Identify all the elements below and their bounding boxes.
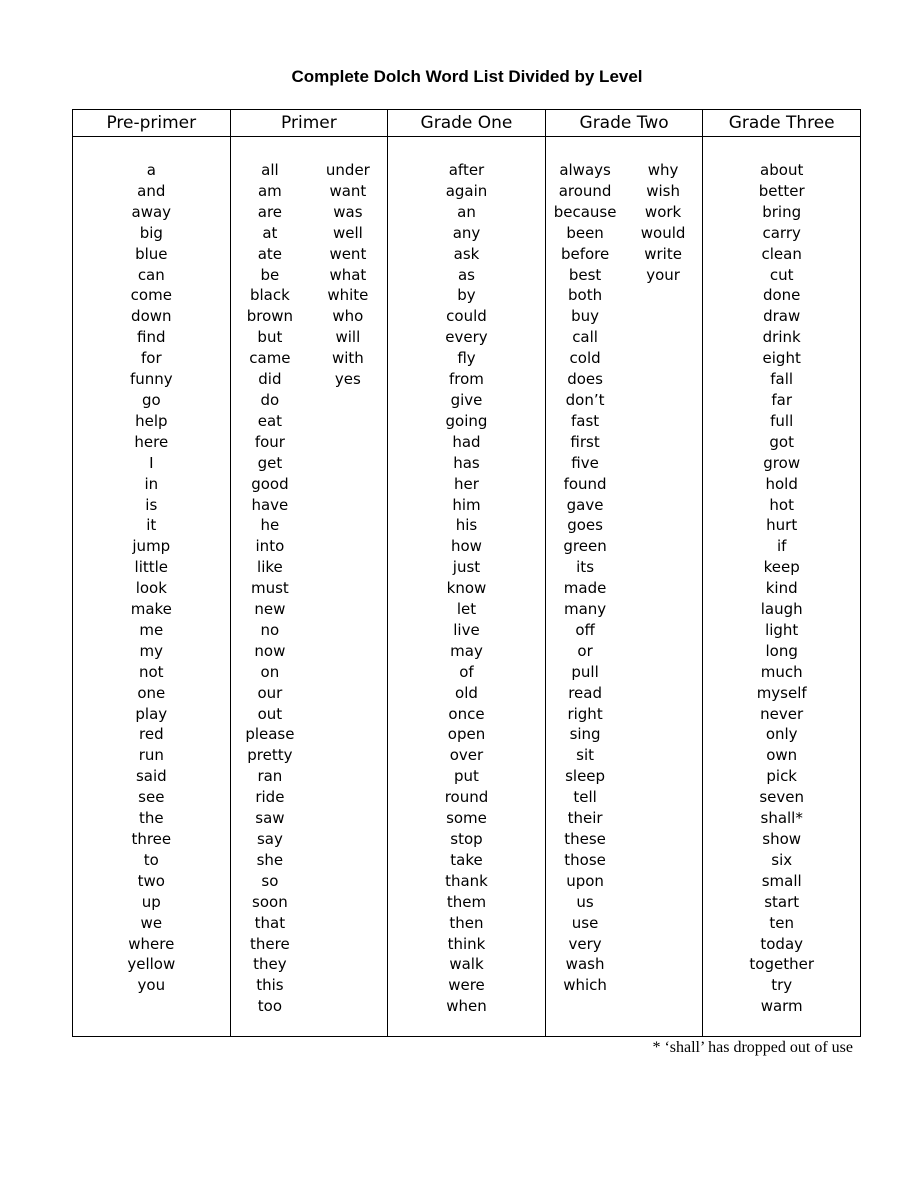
word-item: how (451, 537, 482, 556)
word-item: what (329, 265, 367, 284)
word-item: far (771, 390, 792, 409)
word-item: walk (449, 955, 484, 974)
word-item: five (571, 453, 599, 472)
word-item: our (257, 683, 283, 702)
word-item: know (446, 579, 487, 598)
word-item: any (452, 223, 481, 242)
word-item: those (564, 850, 606, 869)
header-grade-one: Grade One (388, 110, 546, 137)
word-item: ten (769, 913, 794, 932)
header-primer: Primer (230, 110, 388, 137)
word-item: they (253, 955, 287, 974)
word-item: goes (567, 516, 603, 535)
word-item: put (454, 767, 479, 786)
word-item: six (771, 850, 793, 869)
word-item: don’t (565, 390, 605, 409)
word-item: cut (769, 265, 794, 284)
word-row (73, 137, 861, 1037)
word-item: then (449, 913, 484, 932)
word-item: be (260, 265, 280, 284)
word-item: under (325, 161, 370, 179)
header-grade-two: Grade Two (545, 110, 703, 137)
word-item: tell (573, 788, 597, 807)
word-item: show (762, 830, 802, 848)
word-item: want (329, 181, 367, 200)
word-item: pick (766, 767, 797, 786)
word-item: got (769, 432, 794, 451)
word-item: around (558, 181, 612, 200)
word-item: fast (570, 411, 600, 430)
dolch-word-table (72, 109, 861, 1037)
word-item: or (577, 641, 593, 660)
word-item: green (563, 537, 607, 556)
word-item: say (256, 830, 283, 848)
word-item: both (568, 286, 603, 305)
word-item: which (563, 976, 607, 995)
word-item: myself (756, 683, 807, 702)
primer-list-left (231, 160, 309, 1017)
word-item: help (135, 411, 168, 430)
word-item: were (448, 976, 485, 995)
word-item: look (135, 579, 167, 598)
word-item: good (251, 474, 289, 493)
word-item: seven (759, 788, 805, 807)
word-item: my (139, 641, 164, 660)
word-item: better (758, 181, 805, 200)
word-item: from (449, 370, 484, 389)
word-item: their (567, 809, 603, 828)
header-row (73, 110, 861, 137)
word-item: come (130, 286, 172, 305)
word-item: I (149, 453, 154, 472)
pre-primer-cell (73, 137, 231, 1037)
word-item: been (566, 223, 604, 242)
word-item: live (453, 620, 480, 639)
word-item: many (563, 600, 607, 619)
word-item: brown (246, 307, 294, 326)
word-item: pull (571, 662, 599, 681)
word-item: get (257, 453, 283, 472)
word-item: soon (252, 892, 288, 911)
word-item: with (331, 349, 364, 368)
word-item: them (446, 892, 487, 911)
word-item: into (255, 537, 285, 556)
word-item: done (762, 286, 801, 305)
word-item: in (144, 474, 159, 493)
word-item: little (134, 558, 169, 577)
word-item: saw (255, 809, 285, 828)
word-item: eight (762, 349, 801, 368)
word-item: hold (765, 474, 798, 493)
word-item: fall (770, 370, 794, 389)
word-item: sing (569, 725, 601, 744)
word-item: shall* (760, 809, 803, 828)
word-item: away (131, 202, 172, 221)
word-item: came (249, 349, 291, 368)
word-item: before (560, 244, 610, 263)
grade-two-list-left (546, 160, 624, 996)
word-item: right (567, 704, 603, 723)
word-item: light (765, 620, 799, 639)
word-item: will (335, 328, 361, 347)
word-item: this (256, 976, 284, 995)
word-item: on (260, 662, 280, 681)
primer-cell (230, 137, 388, 1037)
word-item: ask (453, 244, 480, 263)
word-item: off (575, 620, 595, 639)
word-item: it (146, 516, 157, 535)
word-item: these (564, 830, 606, 848)
word-item: gave (566, 495, 604, 514)
word-item: made (563, 579, 607, 598)
word-item: like (257, 558, 283, 577)
word-item: hot (769, 495, 794, 514)
word-item: give (450, 390, 483, 409)
word-item: again (445, 181, 488, 200)
word-item: see (138, 788, 165, 807)
word-item: new (254, 600, 286, 619)
word-item: let (456, 600, 477, 619)
word-item: draw (763, 307, 801, 326)
page-title: Complete Dolch Word List Divided by Level (291, 67, 643, 86)
word-item: take (450, 850, 483, 869)
word-item: once (448, 704, 485, 723)
word-item: yes (334, 370, 361, 389)
word-item: much (760, 662, 803, 681)
word-item: call (572, 328, 598, 347)
word-item: eat (257, 411, 283, 430)
word-item: work (644, 202, 682, 221)
word-item: after (448, 161, 485, 179)
footnote: * ‘shall’ has dropped out of use (652, 1039, 853, 1056)
grade-one-cell (388, 137, 546, 1037)
word-item: pretty (247, 746, 293, 765)
word-item: ran (257, 767, 283, 786)
word-item: kind (765, 579, 798, 598)
word-item: run (138, 746, 164, 765)
word-item: when (446, 997, 487, 1016)
pre-primer-list (73, 160, 230, 996)
word-item: small (761, 871, 802, 890)
word-item: over (449, 746, 484, 765)
word-item: up (141, 892, 161, 911)
word-item: a (146, 161, 156, 179)
word-item: big (139, 223, 163, 242)
word-item: start (764, 892, 800, 911)
word-item: about (760, 161, 804, 179)
word-item: use (571, 913, 599, 932)
word-item: fly (457, 349, 476, 368)
word-item: are (257, 202, 283, 221)
grade-three-list (703, 160, 860, 1017)
word-item: did (258, 370, 282, 389)
word-item: funny (129, 370, 173, 389)
word-item: said (135, 767, 167, 786)
word-item: bring (762, 202, 802, 221)
grade-two-cell (545, 137, 703, 1037)
word-item: today (760, 934, 804, 953)
word-item: ate (257, 244, 283, 263)
word-item: at (262, 223, 278, 242)
word-item: down (131, 307, 172, 326)
word-item: your (646, 265, 680, 284)
word-item: was (333, 202, 363, 221)
word-item: because (553, 202, 617, 221)
word-item: could (446, 307, 487, 326)
word-item: an (457, 202, 476, 221)
word-item: some (446, 809, 487, 828)
word-item: so (261, 871, 279, 890)
word-item: together (749, 955, 814, 974)
word-item: not (139, 662, 164, 681)
word-item: thank (445, 871, 488, 890)
word-item: cold (569, 349, 601, 368)
word-item: is (145, 495, 158, 514)
word-item: find (137, 328, 166, 347)
word-item: think (447, 934, 486, 953)
word-item: where (128, 934, 175, 953)
word-item: ride (255, 788, 285, 807)
word-item: own (766, 746, 798, 765)
word-item: every (445, 328, 488, 347)
grade-two-list-right (624, 160, 702, 996)
word-item: must (250, 579, 289, 598)
word-item: yellow (127, 955, 176, 974)
word-item: to (143, 850, 159, 869)
word-item: now (254, 641, 286, 660)
word-item: long (765, 641, 798, 660)
word-item: why (647, 161, 679, 179)
primer-list-right (309, 160, 387, 1017)
word-item: black (249, 286, 290, 305)
word-item: sit (576, 746, 595, 765)
word-item: full (770, 411, 794, 430)
word-item: just (452, 558, 481, 577)
word-item: wish (646, 181, 680, 200)
word-item: grow (763, 453, 801, 472)
word-item: of (459, 662, 474, 681)
word-item: no (260, 620, 280, 639)
word-item: read (568, 683, 602, 702)
word-item: who (332, 307, 364, 326)
word-item: four (254, 432, 285, 451)
word-item: play (135, 704, 168, 723)
word-item: all (261, 161, 279, 179)
word-item: for (140, 349, 162, 368)
word-item: red (139, 725, 164, 744)
word-item: round (444, 788, 489, 807)
word-item: sleep (565, 767, 606, 786)
word-item: go (141, 390, 161, 409)
word-item: by (457, 286, 476, 305)
word-item: out (257, 704, 283, 723)
header-pre-primer: Pre-primer (73, 110, 231, 137)
word-item: do (260, 390, 280, 409)
word-item: drink (762, 328, 801, 347)
word-item: hurt (766, 516, 798, 535)
word-item: here (134, 432, 169, 451)
word-item: warm (760, 997, 803, 1016)
word-item: three (131, 830, 172, 848)
word-item: white (327, 286, 369, 305)
word-item: clean (761, 244, 802, 263)
word-item: too (257, 997, 283, 1016)
word-item: found (563, 474, 607, 493)
word-item: him (452, 495, 481, 514)
word-item: went (329, 244, 367, 263)
word-item: two (137, 871, 165, 890)
word-item: had (452, 432, 481, 451)
grade-one-list (388, 160, 545, 1017)
word-item: laugh (760, 600, 803, 619)
word-item: does (567, 370, 603, 389)
word-item: her (454, 474, 479, 493)
word-item: can (137, 265, 165, 284)
word-item: if (776, 537, 787, 556)
word-item: he (260, 516, 280, 535)
word-item: that (254, 913, 286, 932)
word-item: open (447, 725, 486, 744)
word-item: going (445, 411, 488, 430)
word-item: may (450, 641, 483, 660)
word-item: she (256, 850, 284, 869)
word-item: the (138, 809, 164, 828)
word-item: has (453, 453, 480, 472)
word-item: buy (571, 307, 600, 326)
word-item: would (640, 223, 686, 242)
word-item: wash (565, 955, 605, 974)
word-item: its (576, 558, 595, 577)
word-item: only (765, 725, 798, 744)
word-item: old (455, 683, 478, 702)
word-item: me (139, 620, 164, 639)
word-item: best (568, 265, 602, 284)
word-item: have (251, 495, 289, 514)
word-item: his (455, 516, 478, 535)
word-item: keep (763, 558, 800, 577)
word-item: and (137, 181, 166, 200)
word-item: jump (132, 537, 171, 556)
word-item: blue (135, 244, 168, 263)
word-item: try (771, 976, 793, 995)
word-item: make (130, 600, 172, 619)
word-item: never (760, 704, 804, 723)
word-item: but (257, 328, 283, 347)
word-item: carry (762, 223, 801, 242)
word-item: us (576, 892, 594, 911)
word-item: stop (450, 830, 483, 848)
word-item: very (568, 934, 602, 953)
word-item: one (137, 683, 166, 702)
word-item: am (257, 181, 282, 200)
word-item: always (559, 161, 611, 179)
grade-three-cell (703, 137, 861, 1037)
word-item: there (250, 934, 290, 953)
word-item: first (570, 432, 600, 451)
word-item: write (644, 244, 682, 263)
word-item: well (332, 223, 363, 242)
word-item: upon (566, 871, 604, 890)
word-item: we (140, 913, 163, 932)
header-grade-three: Grade Three (703, 110, 861, 137)
word-item: you (137, 976, 166, 995)
word-item: as (457, 265, 475, 284)
word-item: please (245, 725, 295, 744)
